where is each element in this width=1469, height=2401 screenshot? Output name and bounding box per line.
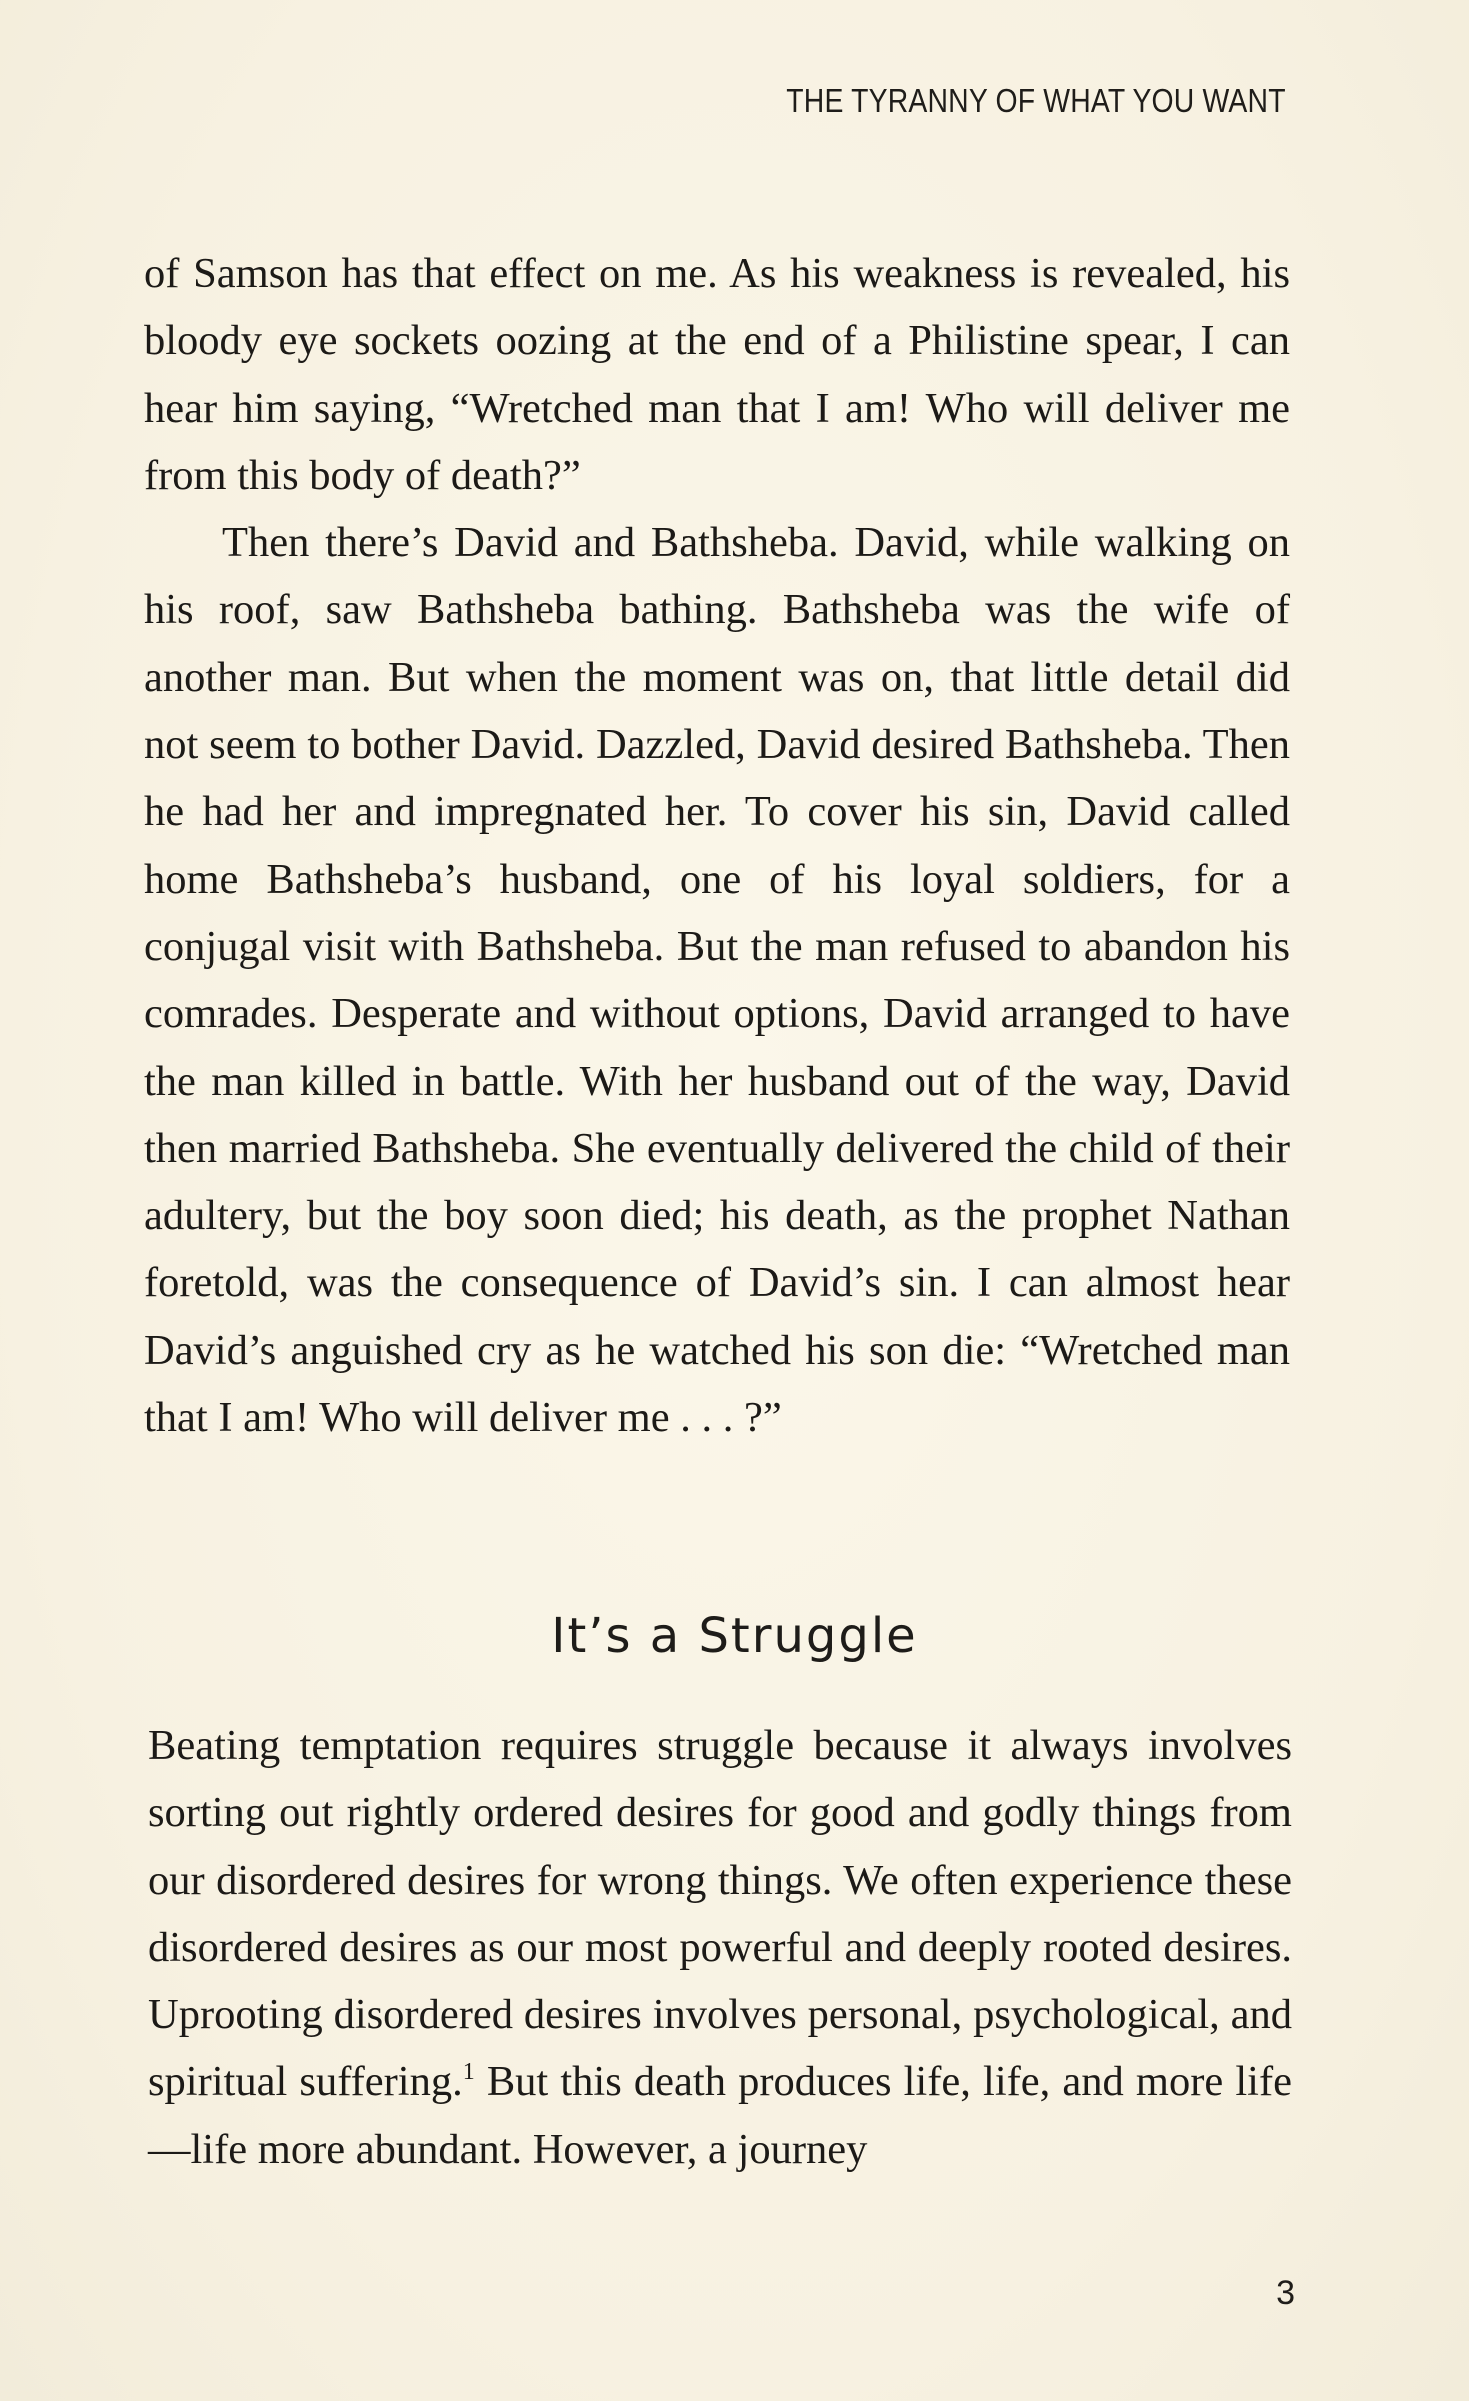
paragraph-struggle-continued: But this death produces life, life, and more life—life more abundant. However, a journey — [148, 2058, 1292, 2173]
footnote-marker[interactable]: 1 — [462, 2059, 475, 2086]
body-text-block — [144, 240, 1290, 1451]
paragraph-samson: of Samson has that effect on me. As his weakness is revealed, his bloody eye sockets oozing at the end of a Philistine spear, I can hear him saying, “Wretched man that I am! Who will deliver me from this body of death?” — [144, 250, 1290, 499]
section-text-block — [148, 1712, 1292, 2183]
paragraph-struggle-text: Beating temptation requires struggle because it always involves sorting out rightly ordered desires for good and godly things from our disordered desires for wrong things. We often experience these disordered desires as our most powerful and deeply rooted desires. Uprooting disordered desires involves personal, psychological, and spiritual suffering. — [148, 1722, 1292, 2106]
paragraph-struggle — [148, 1712, 1292, 2183]
section-heading: It’s a Struggle — [551, 1608, 918, 1664]
paragraph-david-bathsheba: Then there’s David and Bathsheba. David, while walking on his roof, saw Bathsheba bathing. Bathsheba was the wife of another man. But when the moment was on, that little detail did not seem to bother David. Dazzled, David desired Bathsheba. Then he had her and impregnated her. To cover his sin, David called home Bathsheba’s husband, one of his loyal soldiers, for a conjugal visit with Bathsheba. But the man refused to abandon his comrades. Desperate and without options, David arranged to have the man killed in battle. With her husband out of the way, David then married Bathsheba. She eventually delivered the child of their adultery, but the boy soon died; his death, as the prophet Nathan foretold, was the consequence of David’s sin. I can almost hear David’s anguished cry as he watched his son die: “Wretched man that I am! Who will deliver me . . . ?” — [144, 519, 1290, 1442]
running-head: THE TYRANNY OF WHAT YOU WANT — [786, 82, 1286, 119]
page-number: 3 — [1276, 2274, 1295, 2312]
